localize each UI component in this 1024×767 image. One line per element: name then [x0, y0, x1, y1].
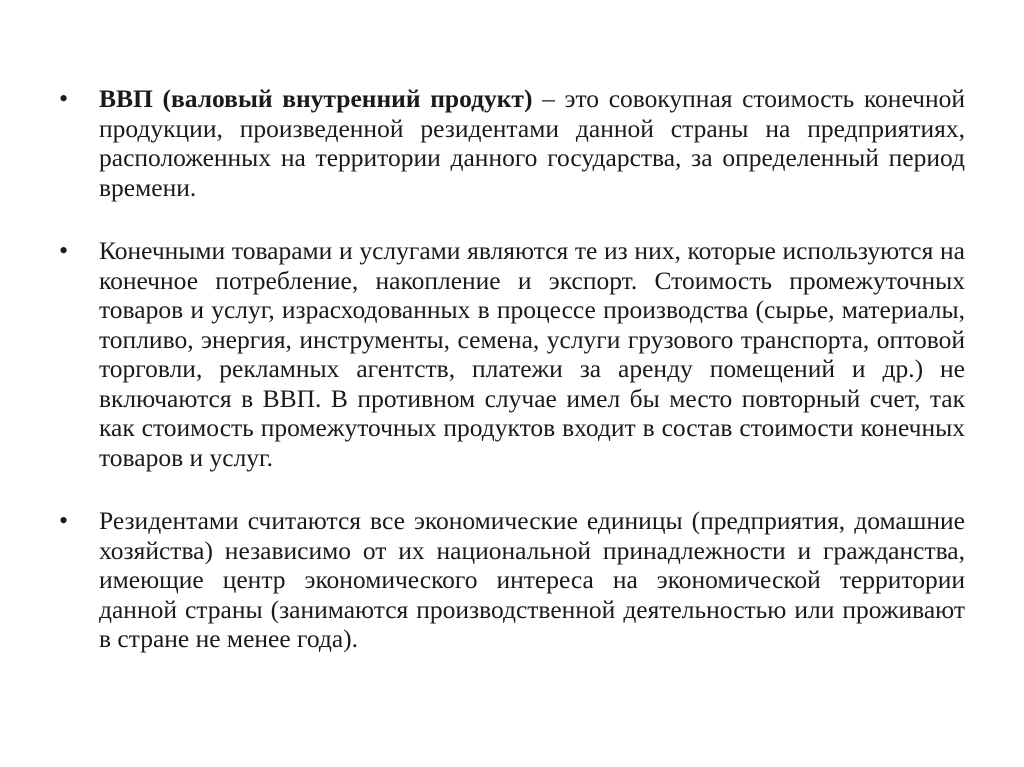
term-bold: ВВП (валовый внутренний продукт)	[99, 84, 533, 113]
bullet-item-residents	[0, 506, 1024, 654]
bullet-marker: •	[59, 236, 69, 265]
bullet-text: Резидентами считаются все экономические единицы (предприятия, домашние хозяйства) независимо от их национальной принадлежности и гражданства, имеющие центр экономического интереса на экономической территории данной страны (занимаются производственной деятельностью или проживают в стране не менее года).	[99, 506, 965, 653]
bullet-text: Конечными товарами и услугами являются те из них, которые используются на конечное потребление, накопление и экспорт. Стоимость промежуточных товаров и услуг, израсходованных в процессе производства (сырье, материалы, топливо, энергия, инструменты, семена, услуги грузового транспорта, оптовой торговли, рекламных агентств, платежи за аренду помещений и др.) не включаются в ВВП. В противном случае имел бы место повторный счет, так как стоимость промежуточных продуктов входит в состав стоимости конечных товаров и услуг.	[99, 236, 965, 472]
bullet-marker: •	[59, 84, 69, 113]
bullet-text	[99, 84, 965, 202]
bullet-list	[0, 84, 1024, 688]
definition-text: – это совокупная стоимость конечной продукции, произведенной резидентами данной страны на предприятиях, расположенных на территории данного государства, за определенный период времени.	[99, 84, 966, 202]
bullet-item-gdp-definition	[0, 84, 1024, 202]
bullet-item-final-goods	[0, 236, 1024, 472]
bullet-marker: •	[59, 506, 69, 535]
